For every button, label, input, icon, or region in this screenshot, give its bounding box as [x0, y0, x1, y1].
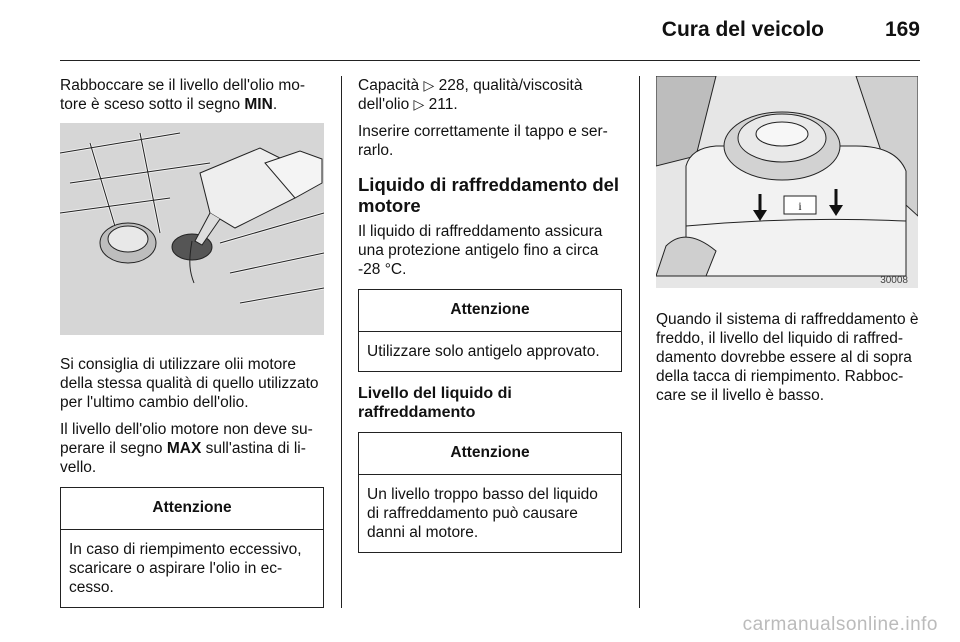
oil-quality-paragraph: Si consiglia di utilizzare olii motore della stessa qualità di quello utilizzato per l'ultimo cambio dell'olio.	[60, 356, 319, 411]
chapter-title: Cura del veicolo	[661, 18, 824, 41]
min-mark: MIN	[244, 96, 273, 113]
subheading-coolant-level: Livello del liquido di raffreddamento	[358, 385, 512, 421]
svg-text:i: i	[798, 199, 802, 213]
max-mark: MAX	[166, 440, 202, 457]
ref-link-capacity[interactable]: 228	[438, 77, 465, 94]
column-divider-1	[341, 76, 342, 608]
column-divider-2	[639, 76, 640, 608]
page-header	[60, 0, 920, 64]
column-right	[656, 76, 922, 413]
oil-refill-paragraph: Rabboccare se il livello dell'olio mo-tore è sceso sotto il segno MIN.	[60, 77, 306, 113]
oil-filling-illustration	[60, 123, 324, 335]
ref-arrow-icon: ▷	[413, 96, 425, 112]
coolant-level-paragraph: Quando il sistema di raffreddamento è freddo, il livello del liquido di raffred-damento dovrebbe essere al di sopra della tacca di riempimento. Rabboc-care se il livello è basso.	[656, 311, 919, 404]
warning-body: Utilizzare solo antigelo approvato.	[367, 343, 600, 360]
figure-code: 30008	[880, 275, 908, 286]
ref-arrow-icon: ▷	[423, 77, 435, 93]
warning-box-antifreeze	[358, 289, 622, 372]
column-left	[60, 76, 324, 620]
header-rule	[60, 60, 920, 61]
warning-box-overfill	[60, 487, 324, 608]
warning-body: In caso di riempimento eccessivo, scaricare o aspirare l'olio in ec-cesso.	[69, 541, 302, 596]
warning-title: Attenzione	[359, 433, 621, 475]
coolant-reservoir-illustration	[656, 76, 918, 288]
section-heading-coolant: Liquido di raffreddamento del motore	[358, 174, 620, 216]
cap-paragraph: Inserire correttamente il tappo e ser-rarlo.	[358, 123, 608, 159]
page-number: 169	[884, 18, 920, 41]
column-middle	[358, 76, 622, 565]
warning-box-low-level	[358, 432, 622, 553]
capacity-paragraph: Capacità ▷ 228, qualità/viscosità dell'olio ▷ 211.	[358, 77, 583, 113]
warning-title: Attenzione	[61, 488, 323, 530]
warning-body: Un livello troppo basso del liquido di raffreddamento può causare danni al motore.	[367, 486, 598, 541]
warning-title: Attenzione	[359, 290, 621, 332]
ref-link-viscosity[interactable]: 211	[428, 96, 454, 113]
oil-max-paragraph: Il livello dell'olio motore non deve su-perare il segno MAX sull'astina di li-vello.	[60, 421, 313, 476]
watermark-footer: carmanualsonline.info	[742, 614, 938, 635]
coolant-paragraph: Il liquido di raffreddamento assicura una protezione antigelo fino a circa -28 °C.	[358, 223, 603, 278]
